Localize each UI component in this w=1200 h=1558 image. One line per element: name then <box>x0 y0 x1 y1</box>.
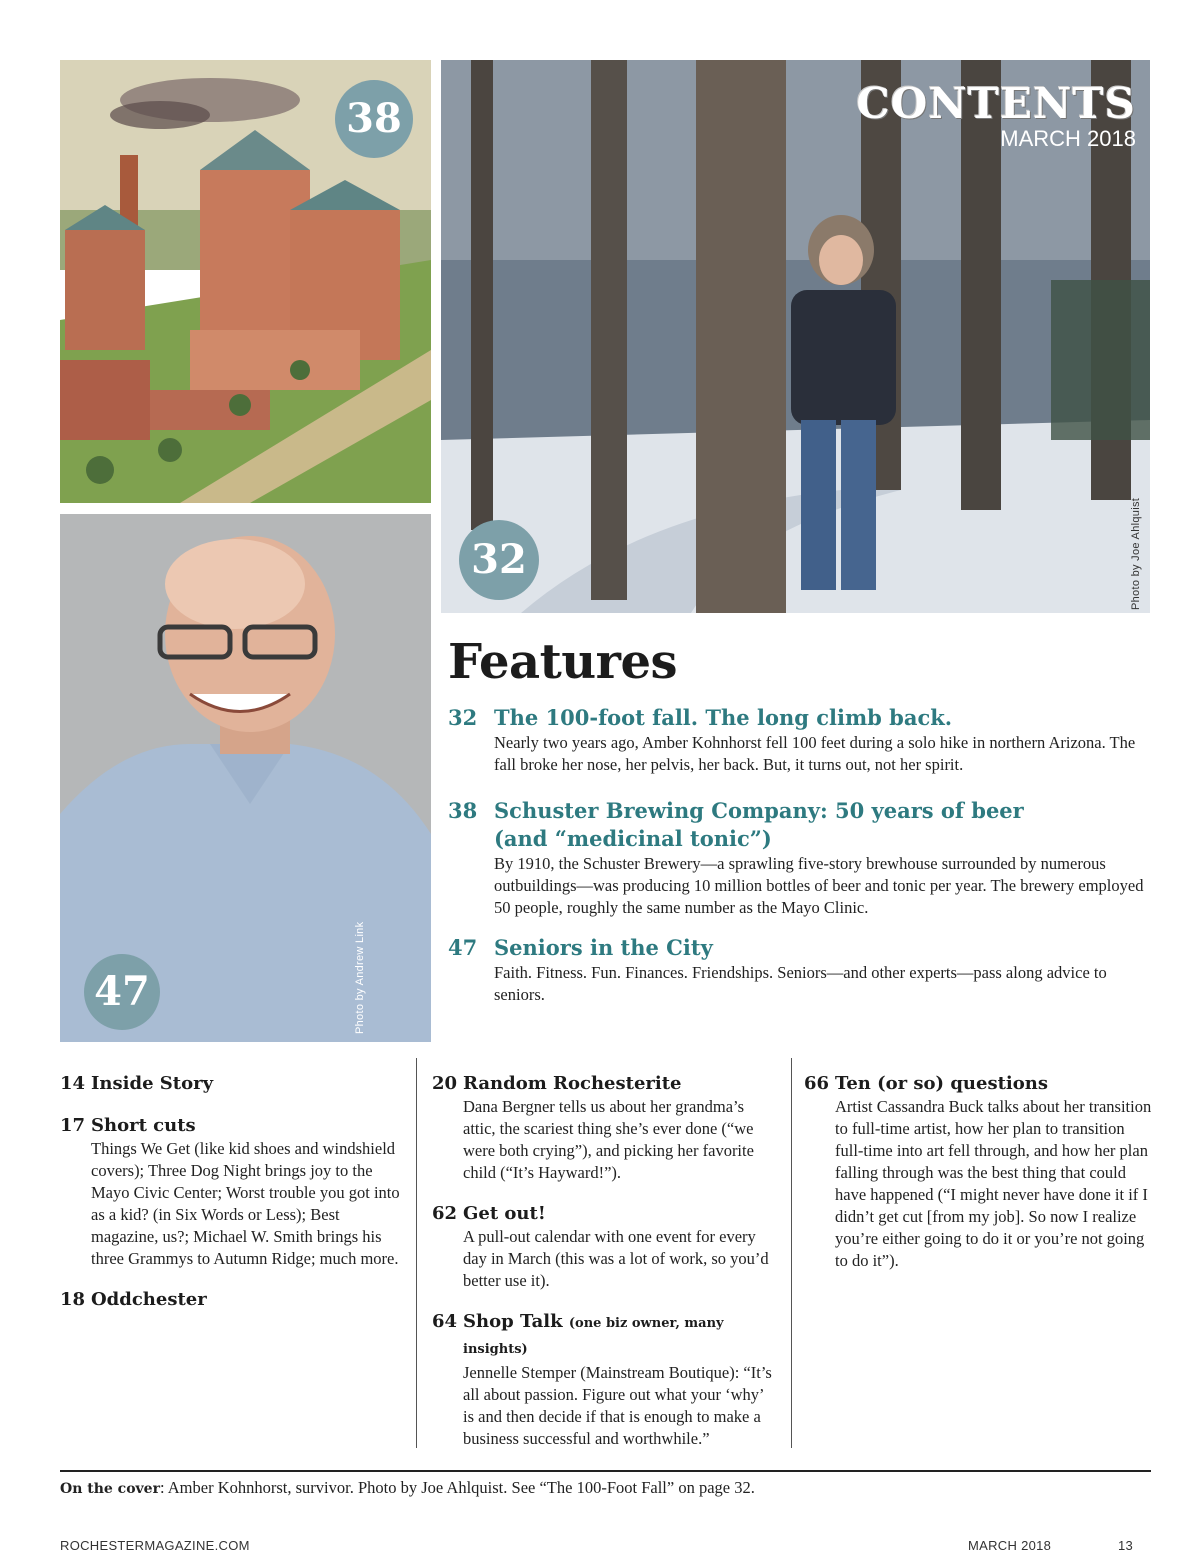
cover-photo <box>441 60 1150 613</box>
toc-subtitle: (one biz owner, many insights) <box>463 1316 724 1357</box>
feature-page-number: 38 <box>448 798 478 823</box>
feature-description: By 1910, the Schuster Brewery—a sprawling five-story brewhouse surrounded by numerous outbuildings—was producing 10 million bottles of beer and tonic per year. The brewery employed 50 people, roughly the same number as the Mayo Clinic. <box>494 854 1144 917</box>
toc-description: Things We Get (like kid shoes and windshield covers); Three Dog Night brings joy to the Mayo Civic Center; Worst trouble you got into as a kid? (in Six Words or Less); Best magazine, us?; Michael W. Smith brings his three Grammys to Autumn Ridge; much more. <box>91 1139 400 1268</box>
toc-title: Oddchester <box>91 1289 207 1310</box>
issue-date: MARCH 2018 <box>1000 126 1136 151</box>
toc-title: Inside Story <box>91 1073 214 1094</box>
bottom-rule <box>60 1470 1151 1472</box>
toc-title: Get out! <box>463 1203 546 1224</box>
toc-description: A pull-out calendar with one event for every day in March (this was a lot of work, so you’d better use it). <box>463 1227 769 1290</box>
feature-item[interactable] <box>448 797 1158 919</box>
features-heading: Features <box>448 634 678 690</box>
page-badge-47: 47 <box>84 954 160 1030</box>
toc-page-number: 64 <box>432 1311 458 1332</box>
contents-title: CONTENTS <box>856 79 1136 128</box>
column-divider <box>791 1058 792 1448</box>
portrait-photo-credit: Photo by Andrew Link <box>354 921 366 1034</box>
portrait-photo <box>60 514 431 1042</box>
toc-column-3 <box>804 1072 1154 1290</box>
toc-description: Artist Cassandra Buck talks about her transition to full-time artist, how her plan to transition full-time into art fell through, and how her plan falling through was the best thing that could have happened (“I might never have done it if I didn’t get cut [from my job]. So now I realize you’re either going to do it or you’re not going to do it”). <box>835 1097 1152 1270</box>
toc-page-number: 62 <box>432 1203 458 1224</box>
toc-page-number: 17 <box>60 1115 86 1136</box>
toc-description: Dana Bergner tells us about her grandma’s attic, the scariest thing she’s ever done (“we were both crying”), and picking her favorite child (“It’s Hayward!”). <box>463 1097 754 1182</box>
footer-issue: MARCH 2018 <box>968 1538 1052 1553</box>
cover-note <box>60 1478 755 1498</box>
toc-page-number: 18 <box>60 1289 86 1310</box>
cover-note-text: : Amber Kohnhorst, survivor. Photo by Joe Ahlquist. See “The 100-Foot Fall” on page 32. <box>159 1478 755 1497</box>
feature-title: Seniors in the City <box>494 935 713 960</box>
footer-site[interactable]: ROCHESTERMAGAZINE.COM <box>60 1538 250 1553</box>
feature-description: Nearly two years ago, Amber Kohnhorst fell 100 feet during a solo hike in northern Arizona. The fall broke her nose, her pelvis, her back. But, it turns out, not her spirit. <box>494 733 1136 774</box>
toc-column-1 <box>60 1072 405 1330</box>
toc-title: Random Rochesterite <box>463 1073 682 1094</box>
feature-title-line2: (and “medicinal tonic”) <box>494 826 772 851</box>
toc-item[interactable] <box>432 1072 777 1184</box>
toc-item[interactable] <box>60 1072 405 1096</box>
toc-item[interactable] <box>804 1072 1154 1272</box>
toc-item[interactable] <box>60 1288 405 1312</box>
toc-description: Jennelle Stemper (Mainstream Boutique): “It’s all about passion. Figure out what your ‘why’ is and then decide if that is enough to make a business successful and worthwhile.” <box>463 1363 772 1448</box>
feature-page-number: 47 <box>448 935 478 960</box>
brewery-illustration <box>60 60 431 503</box>
toc-item[interactable] <box>60 1114 405 1270</box>
toc-column-2 <box>432 1072 777 1468</box>
toc-item[interactable] <box>432 1202 777 1292</box>
cover-photo-credit: Photo by Joe Ahlquist <box>1130 497 1142 610</box>
feature-item[interactable] <box>448 704 1158 776</box>
toc-title: Shop Talk <box>463 1311 563 1332</box>
feature-description: Faith. Fitness. Fun. Finances. Friendships. Seniors—and other experts—pass along advice to seniors. <box>494 963 1107 1004</box>
page-badge-32: 32 <box>459 520 539 600</box>
column-divider <box>416 1058 417 1448</box>
feature-page-number: 32 <box>448 705 478 730</box>
footer-page-number: 13 <box>1118 1538 1134 1553</box>
feature-title: The 100-foot fall. The long climb back. <box>494 705 953 730</box>
feature-title: Schuster Brewing Company: 50 years of beer <box>494 798 1024 823</box>
toc-page-number: 66 <box>804 1073 830 1094</box>
toc-page-number: 20 <box>432 1073 458 1094</box>
toc-item[interactable] <box>432 1310 777 1450</box>
cover-note-label: On the cover <box>60 1481 160 1497</box>
feature-item[interactable] <box>448 934 1158 1006</box>
toc-title: Short cuts <box>91 1115 196 1136</box>
toc-title: Ten (or so) questions <box>835 1073 1048 1094</box>
toc-page-number: 14 <box>60 1073 86 1094</box>
page-badge-38: 38 <box>335 80 413 158</box>
